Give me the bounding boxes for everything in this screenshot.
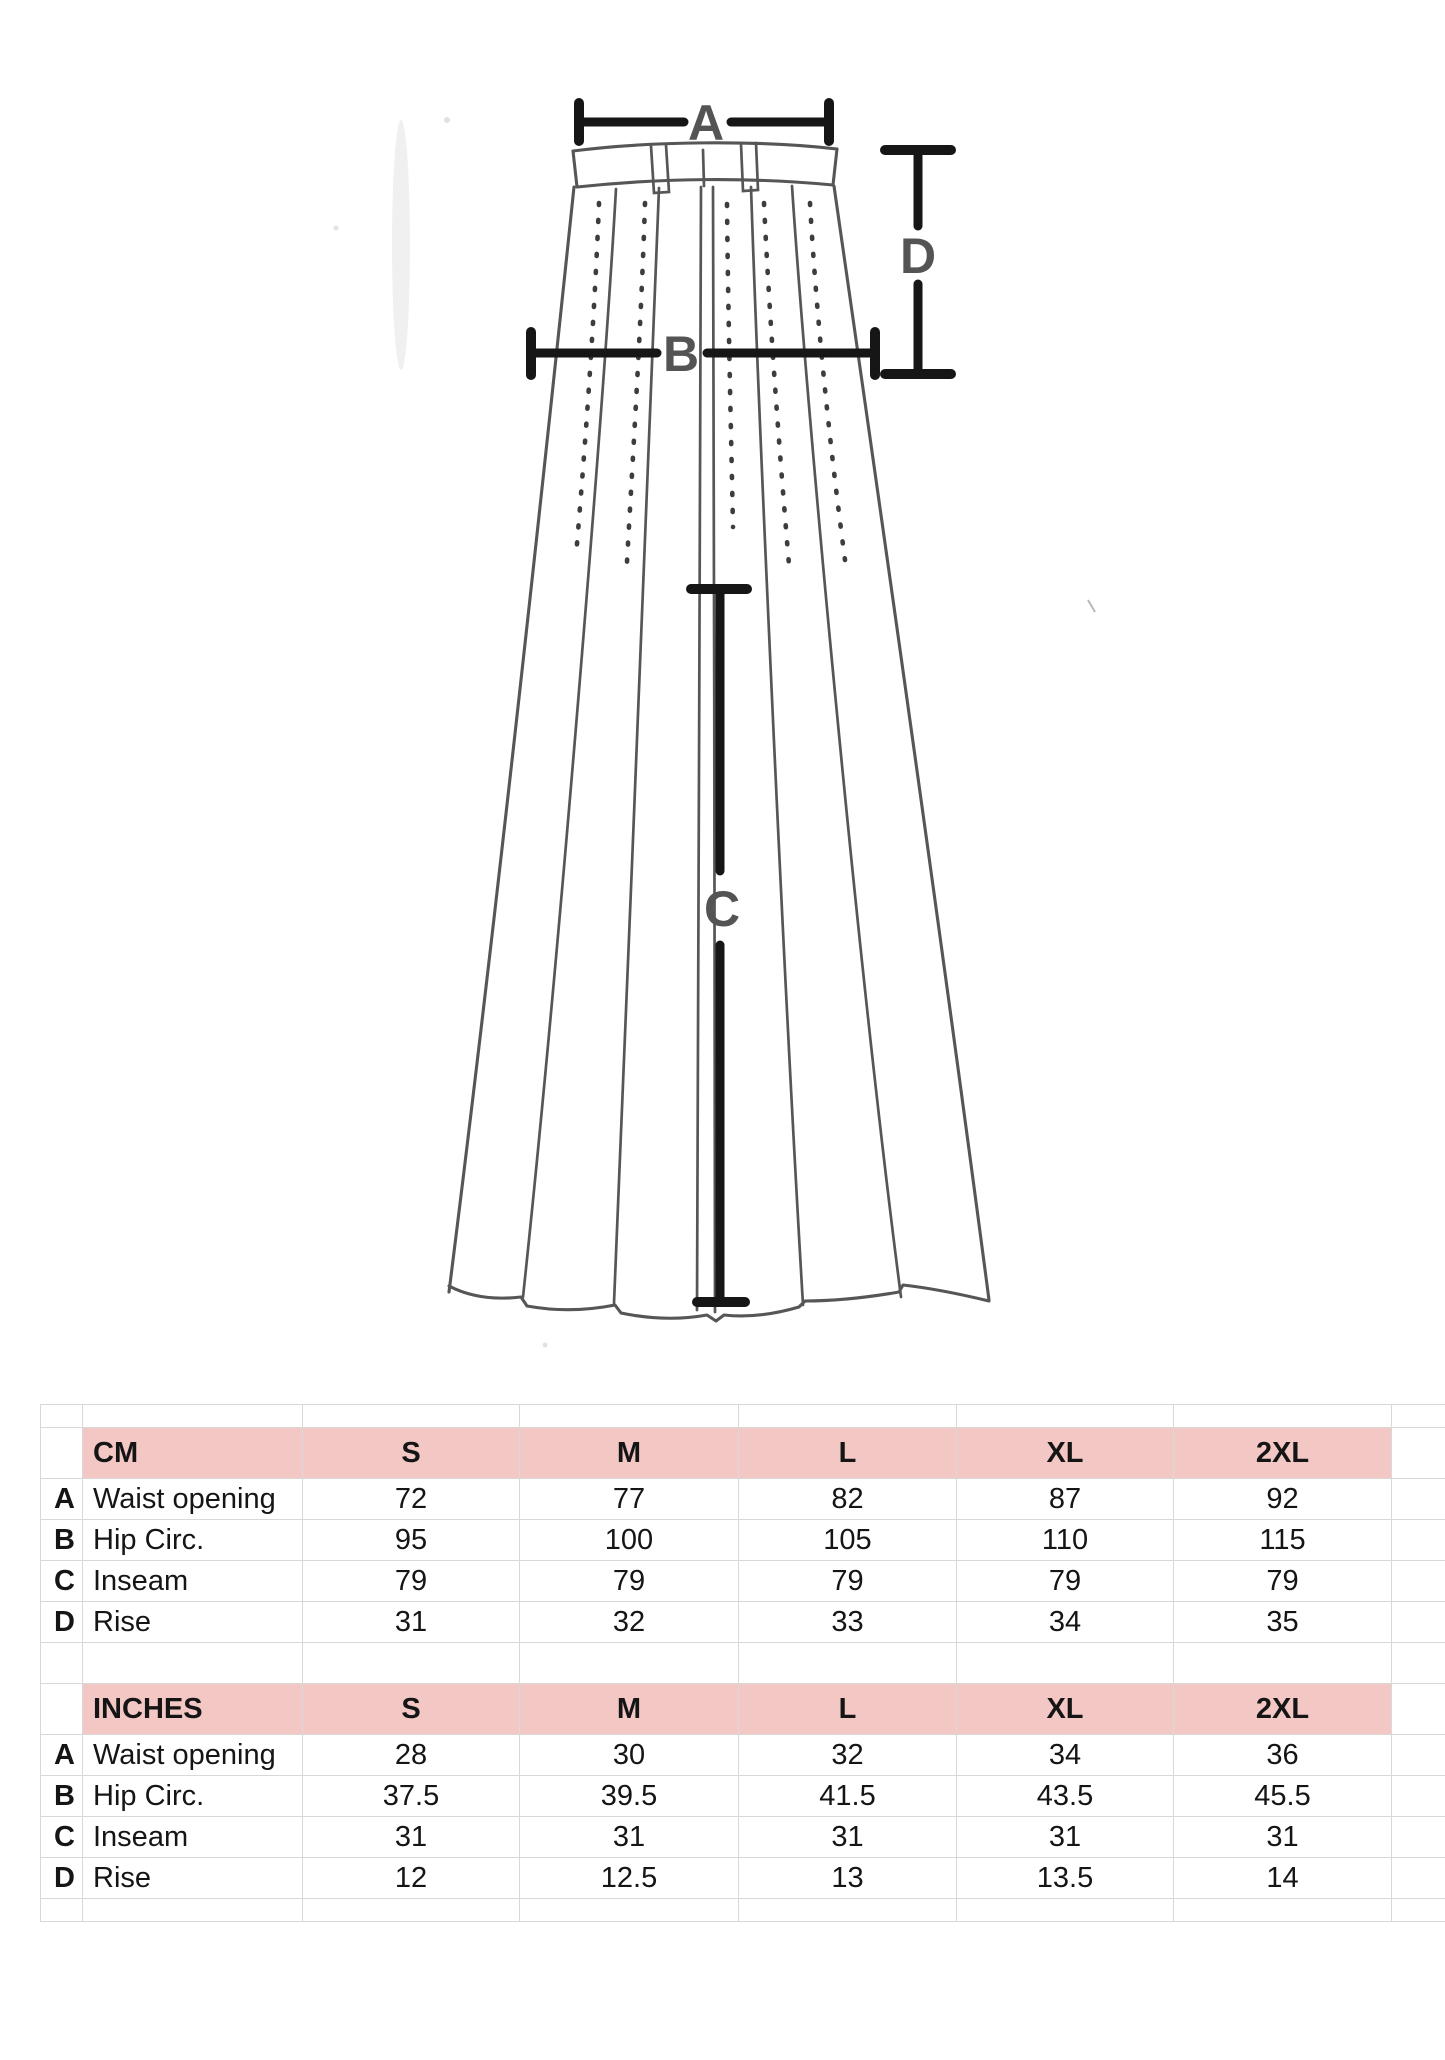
measure-label-a: A: [687, 95, 725, 151]
size-column-header: S: [303, 1684, 520, 1735]
size-column-header: 2XL: [1174, 1428, 1392, 1479]
value-cell: 105: [739, 1520, 957, 1561]
row-label: Waist opening: [83, 1479, 303, 1520]
belt-loop-right: [741, 143, 758, 191]
partial-row-bottom: [41, 1899, 1445, 1922]
grid-cell-empty: [739, 1643, 957, 1684]
size-column-header: L: [739, 1428, 957, 1479]
grid-cell-empty: [739, 1405, 957, 1428]
value-cell: 32: [520, 1602, 739, 1643]
row-label: Inseam: [83, 1817, 303, 1858]
size-column-header: 2XL: [1174, 1684, 1392, 1735]
partial-row-top: [41, 1405, 1445, 1428]
grid-cell-empty: [957, 1899, 1174, 1922]
grid-cell-empty: [1392, 1817, 1445, 1858]
row-letter: A: [41, 1735, 83, 1776]
value-cell: 12.5: [520, 1858, 739, 1899]
table-header-row: [41, 1428, 1445, 1479]
grid-cell-empty: [739, 1899, 957, 1922]
grid-cell-empty: [41, 1428, 83, 1479]
value-cell: 37.5: [303, 1776, 520, 1817]
size-column-header: L: [739, 1684, 957, 1735]
value-cell: 39.5: [520, 1776, 739, 1817]
grid-cell-empty: [1392, 1899, 1445, 1922]
row-letter: B: [41, 1776, 83, 1817]
value-cell: 31: [303, 1817, 520, 1858]
grid-cell-empty: [41, 1899, 83, 1922]
measure-line-a: [579, 95, 829, 151]
size-column-header: M: [520, 1684, 739, 1735]
grid-cell-empty: [303, 1643, 520, 1684]
value-cell: 79: [957, 1561, 1174, 1602]
value-cell: 82: [739, 1479, 957, 1520]
value-cell: 31: [520, 1817, 739, 1858]
value-cell: 87: [957, 1479, 1174, 1520]
unit-header: INCHES: [83, 1684, 303, 1735]
size-column-header: S: [303, 1428, 520, 1479]
value-cell: 31: [957, 1817, 1174, 1858]
value-cell: 34: [957, 1602, 1174, 1643]
table-row: [41, 1602, 1445, 1643]
grid-cell-empty: [957, 1405, 1174, 1428]
value-cell: 36: [1174, 1735, 1392, 1776]
row-letter: A: [41, 1479, 83, 1520]
unit-header: CM: [83, 1428, 303, 1479]
value-cell: 31: [1174, 1817, 1392, 1858]
value-cell: 35: [1174, 1602, 1392, 1643]
table-row: [41, 1479, 1445, 1520]
grid-cell-empty: [1392, 1735, 1445, 1776]
value-cell: 33: [739, 1602, 957, 1643]
value-cell: 77: [520, 1479, 739, 1520]
table-row: [41, 1520, 1445, 1561]
measure-label-c: C: [703, 881, 741, 937]
size-column-header: XL: [957, 1684, 1174, 1735]
value-cell: 79: [303, 1561, 520, 1602]
value-cell: 115: [1174, 1520, 1392, 1561]
grid-cell-empty: [1392, 1602, 1445, 1643]
grid-cell-empty: [1174, 1643, 1392, 1684]
row-letter: C: [41, 1817, 83, 1858]
grid-cell-empty: [41, 1684, 83, 1735]
row-label: Hip Circ.: [83, 1520, 303, 1561]
table-row: [41, 1735, 1445, 1776]
value-cell: 13: [739, 1858, 957, 1899]
value-cell: 31: [739, 1817, 957, 1858]
grid-cell-empty: [1392, 1684, 1445, 1735]
row-label: Waist opening: [83, 1735, 303, 1776]
table-row: [41, 1776, 1445, 1817]
grid-cell-empty: [1392, 1858, 1445, 1899]
value-cell: 72: [303, 1479, 520, 1520]
grid-cell-empty: [1174, 1405, 1392, 1428]
size-column-header: XL: [957, 1428, 1174, 1479]
grid-cell-empty: [83, 1405, 303, 1428]
value-cell: 100: [520, 1520, 739, 1561]
grid-cell-empty: [1392, 1643, 1445, 1684]
grid-cell-empty: [520, 1643, 739, 1684]
row-label: Rise: [83, 1858, 303, 1899]
table-row: [41, 1561, 1445, 1602]
grid-cell-empty: [1392, 1776, 1445, 1817]
row-label: Hip Circ.: [83, 1776, 303, 1817]
value-cell: 32: [739, 1735, 957, 1776]
grid-cell-empty: [1392, 1479, 1445, 1520]
value-cell: 92: [1174, 1479, 1392, 1520]
belt-loop-left: [651, 145, 669, 193]
grid-cell-empty: [520, 1405, 739, 1428]
row-letter: D: [41, 1602, 83, 1643]
grid-cell-empty: [1392, 1428, 1445, 1479]
size-tables-spreadsheet: [40, 1404, 1445, 1922]
row-label: Inseam: [83, 1561, 303, 1602]
value-cell: 95: [303, 1520, 520, 1561]
grid-cell-empty: [1392, 1520, 1445, 1561]
grid-cell-empty: [1174, 1899, 1392, 1922]
value-cell: 43.5: [957, 1776, 1174, 1817]
value-cell: 28: [303, 1735, 520, 1776]
value-cell: 14: [1174, 1858, 1392, 1899]
grid-cell-empty: [1392, 1405, 1445, 1428]
measure-label-b: B: [662, 326, 700, 382]
grid-cell-empty: [1392, 1561, 1445, 1602]
row-letter: C: [41, 1561, 83, 1602]
row-label: Rise: [83, 1602, 303, 1643]
value-cell: 34: [957, 1735, 1174, 1776]
value-cell: 41.5: [739, 1776, 957, 1817]
table-row: [41, 1858, 1445, 1899]
grid-cell-empty: [303, 1405, 520, 1428]
grid-cell-empty: [303, 1899, 520, 1922]
stitch-lines: [576, 203, 845, 565]
value-cell: 30: [520, 1735, 739, 1776]
grid-cell-empty: [520, 1899, 739, 1922]
grid-cell-empty: [957, 1643, 1174, 1684]
value-cell: 79: [739, 1561, 957, 1602]
row-letter: B: [41, 1520, 83, 1561]
value-cell: 79: [520, 1561, 739, 1602]
value-cell: 31: [303, 1602, 520, 1643]
grid-cell-empty: [41, 1643, 83, 1684]
row-letter: D: [41, 1858, 83, 1899]
measure-label-d: D: [899, 228, 937, 284]
grid-cell-empty: [83, 1643, 303, 1684]
value-cell: 13.5: [957, 1858, 1174, 1899]
grid-cell-empty: [41, 1405, 83, 1428]
value-cell: 45.5: [1174, 1776, 1392, 1817]
grid-cell-empty: [83, 1899, 303, 1922]
value-cell: 79: [1174, 1561, 1392, 1602]
table-header-row: [41, 1684, 1445, 1735]
size-column-header: M: [520, 1428, 739, 1479]
table-row: [41, 1817, 1445, 1858]
spacer-row: [41, 1643, 1445, 1684]
value-cell: 110: [957, 1520, 1174, 1561]
measure-line-d: [885, 150, 951, 374]
value-cell: 12: [303, 1858, 520, 1899]
